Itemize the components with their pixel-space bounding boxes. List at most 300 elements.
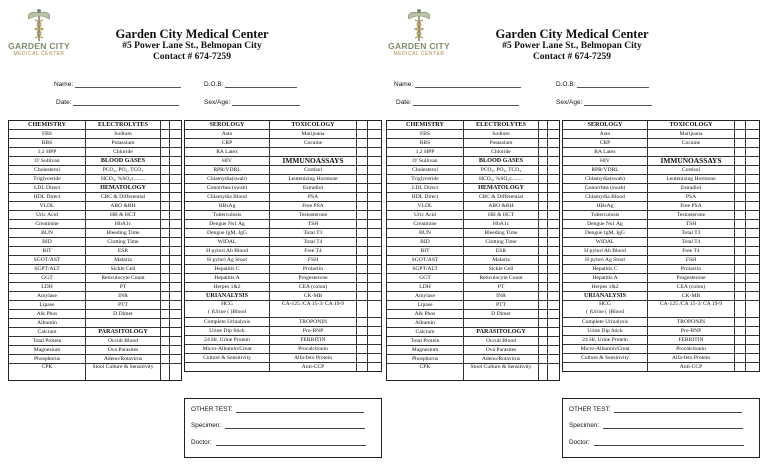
checkbox-cell[interactable] <box>368 202 378 210</box>
checkbox-cell[interactable] <box>357 265 368 273</box>
checkbox-cell[interactable] <box>368 301 378 317</box>
checkbox-cell[interactable] <box>161 292 170 300</box>
checkbox-cell[interactable] <box>735 274 746 282</box>
test-name-cell: Progesterone <box>270 274 357 282</box>
other-test-field[interactable] <box>191 406 364 413</box>
checkbox-cell[interactable] <box>746 301 756 317</box>
checkbox-cell[interactable] <box>746 166 756 174</box>
checkbox-cell[interactable] <box>548 283 556 291</box>
test-name-cell: HB & HCT <box>86 211 161 219</box>
checkbox-cell[interactable] <box>161 328 170 336</box>
checkbox-cell[interactable] <box>735 318 746 326</box>
checkbox-cell[interactable] <box>368 336 378 344</box>
specimen-label: Specimen: <box>569 422 600 429</box>
test-name-cell: HCG ( )Urine ( )Blood <box>185 301 270 317</box>
checkbox-cell[interactable] <box>357 363 368 371</box>
checkbox-cell[interactable] <box>548 238 556 246</box>
checkbox-cell[interactable] <box>746 148 756 156</box>
checkbox-cell[interactable] <box>539 274 548 282</box>
checkbox-cell[interactable] <box>746 220 756 228</box>
checkbox-cell[interactable] <box>161 229 170 237</box>
checkbox-cell[interactable] <box>539 256 548 264</box>
checkbox-cell[interactable] <box>746 229 756 237</box>
checkbox-cell[interactable] <box>170 130 178 138</box>
checkbox-cell[interactable] <box>161 193 170 201</box>
table-row <box>185 193 381 202</box>
checkbox-cell[interactable] <box>170 310 178 318</box>
checkbox-cell[interactable] <box>539 283 548 291</box>
checkbox-cell[interactable] <box>170 184 178 192</box>
test-name-cell: O' Sullivan <box>387 157 464 165</box>
test-name-cell: Tuberculosis <box>185 211 270 219</box>
checkbox-cell[interactable] <box>548 328 556 336</box>
table-row <box>9 184 181 193</box>
test-table-col1 <box>386 120 560 381</box>
checkbox-cell[interactable] <box>539 328 548 336</box>
checkbox-cell[interactable] <box>539 229 548 237</box>
checkbox-cell[interactable] <box>735 121 746 129</box>
checkbox-cell[interactable] <box>539 193 548 201</box>
test-table-col2 <box>184 120 382 372</box>
test-name-cell <box>185 363 270 371</box>
checkbox-cell[interactable] <box>357 229 368 237</box>
table-row <box>387 364 559 380</box>
checkbox-cell[interactable] <box>368 283 378 291</box>
checkbox-cell[interactable] <box>357 301 368 317</box>
checkbox-cell[interactable] <box>170 265 178 273</box>
checkbox-cell[interactable] <box>735 193 746 201</box>
checkbox-cell[interactable] <box>161 184 170 192</box>
test-name-cell: Occult Blood <box>464 337 539 345</box>
checkbox-cell[interactable] <box>357 345 368 353</box>
checkbox-cell[interactable] <box>368 157 378 165</box>
checkbox-cell[interactable] <box>170 238 178 246</box>
checkbox-cell[interactable] <box>735 265 746 273</box>
checkbox-cell[interactable] <box>539 175 548 183</box>
test-name-cell: HCG ( )Urine ( )Blood <box>563 301 648 317</box>
checkbox-cell[interactable] <box>368 175 378 183</box>
checkbox-cell[interactable] <box>539 157 548 165</box>
checkbox-cell[interactable] <box>539 337 548 345</box>
dob-field[interactable] <box>204 81 297 88</box>
checkbox-cell[interactable] <box>746 130 756 138</box>
checkbox-cell[interactable] <box>368 211 378 219</box>
checkbox-cell[interactable] <box>161 364 170 380</box>
table-row <box>563 336 759 345</box>
checkbox-cell[interactable] <box>539 211 548 219</box>
checkbox-cell[interactable] <box>539 301 548 309</box>
checkbox-cell[interactable] <box>161 319 170 327</box>
test-name-cell: CHEMISTRY <box>9 121 86 129</box>
checkbox-cell[interactable] <box>539 319 548 327</box>
checkbox-cell[interactable] <box>368 238 378 246</box>
table-row <box>387 184 559 193</box>
test-name-cell <box>270 148 357 156</box>
checkbox-cell[interactable] <box>735 345 746 353</box>
table-row <box>387 148 559 157</box>
checkbox-cell[interactable] <box>539 238 548 246</box>
test-name-cell: CBC & Differential <box>86 193 161 201</box>
checkbox-cell[interactable] <box>539 166 548 174</box>
checkbox-cell[interactable] <box>368 345 378 353</box>
checkbox-cell[interactable] <box>357 247 368 255</box>
checkbox-cell[interactable] <box>548 319 556 327</box>
checkbox-cell[interactable] <box>746 139 756 147</box>
checkbox-cell[interactable] <box>735 220 746 228</box>
checkbox-cell[interactable] <box>735 336 746 344</box>
checkbox-cell[interactable] <box>161 130 170 138</box>
checkbox-cell[interactable] <box>735 202 746 210</box>
checkbox-cell[interactable] <box>746 292 756 300</box>
test-name-cell: Sodium <box>86 130 161 138</box>
checkbox-cell[interactable] <box>170 220 178 228</box>
checkbox-cell[interactable] <box>357 184 368 192</box>
checkbox-cell[interactable] <box>161 274 170 282</box>
checkbox-cell[interactable] <box>170 328 178 336</box>
table-row <box>563 175 759 184</box>
header <box>92 27 292 63</box>
checkbox-cell[interactable] <box>357 121 368 129</box>
checkbox-cell[interactable] <box>357 336 368 344</box>
test-name-cell: Testosterone <box>648 211 735 219</box>
checkbox-cell[interactable] <box>170 274 178 282</box>
checkbox-cell[interactable] <box>746 247 756 255</box>
checkbox-cell[interactable] <box>368 247 378 255</box>
checkbox-cell[interactable] <box>161 265 170 273</box>
table-row <box>563 148 759 157</box>
checkbox-cell[interactable] <box>161 355 170 363</box>
checkbox-cell[interactable] <box>735 130 746 138</box>
checkbox-cell[interactable] <box>548 184 556 192</box>
checkbox-cell[interactable] <box>735 283 746 291</box>
checkbox-cell[interactable] <box>368 354 378 362</box>
test-name-cell: Free T4 <box>270 247 357 255</box>
checkbox-cell[interactable] <box>170 364 178 380</box>
checkbox-cell[interactable] <box>539 202 548 210</box>
checkbox-cell[interactable] <box>170 211 178 219</box>
checkbox-cell[interactable] <box>548 364 556 380</box>
checkbox-cell[interactable] <box>548 193 556 201</box>
checkbox-cell[interactable] <box>548 130 556 138</box>
checkbox-cell[interactable] <box>746 318 756 326</box>
checkbox-cell[interactable] <box>548 274 556 282</box>
checkbox-cell[interactable] <box>170 346 178 354</box>
date-label: Date: <box>396 99 412 106</box>
other-test-label: OTHER TEST: <box>191 406 233 413</box>
test-name-cell: INR <box>464 292 539 300</box>
checkbox-cell[interactable] <box>746 336 756 344</box>
date-field[interactable] <box>396 99 519 106</box>
checkbox-cell[interactable] <box>735 238 746 246</box>
test-name-cell: Cholesterol <box>387 166 464 174</box>
checkbox-cell[interactable] <box>368 292 378 300</box>
checkbox-cell[interactable] <box>161 121 170 129</box>
sex-age-field[interactable] <box>204 99 300 106</box>
table-row <box>9 229 181 238</box>
checkbox-cell[interactable] <box>357 292 368 300</box>
doctor-field[interactable] <box>569 439 744 446</box>
checkbox-cell[interactable] <box>746 157 756 165</box>
checkbox-cell[interactable] <box>548 310 556 318</box>
test-name-cell: Malaria <box>464 256 539 264</box>
checkbox-cell[interactable] <box>735 211 746 219</box>
test-name-cell <box>86 319 161 327</box>
checkbox-cell[interactable] <box>357 157 368 165</box>
checkbox-cell[interactable] <box>368 130 378 138</box>
checkbox-cell[interactable] <box>548 355 556 363</box>
checkbox-cell[interactable] <box>746 256 756 264</box>
checkbox-cell[interactable] <box>368 184 378 192</box>
test-name-cell: Reticulocyte Count <box>86 274 161 282</box>
specimen-field[interactable] <box>569 422 743 429</box>
test-name-cell: Chloride <box>86 148 161 156</box>
checkbox-cell[interactable] <box>548 292 556 300</box>
checkbox-cell[interactable] <box>170 193 178 201</box>
checkbox-cell[interactable] <box>368 229 378 237</box>
checkbox-cell[interactable] <box>539 310 548 318</box>
checkbox-cell[interactable] <box>368 148 378 156</box>
checkbox-cell[interactable] <box>357 211 368 219</box>
checkbox-cell[interactable] <box>368 256 378 264</box>
checkbox-cell[interactable] <box>746 175 756 183</box>
checkbox-cell[interactable] <box>746 184 756 192</box>
checkbox-cell[interactable] <box>539 130 548 138</box>
checkbox-cell[interactable] <box>368 166 378 174</box>
checkbox-cell[interactable] <box>746 327 756 335</box>
checkbox-cell[interactable] <box>735 229 746 237</box>
doctor-field[interactable] <box>191 439 366 446</box>
checkbox-cell[interactable] <box>735 139 746 147</box>
checkbox-cell[interactable] <box>170 148 178 156</box>
checkbox-cell[interactable] <box>170 292 178 300</box>
checkbox-cell[interactable] <box>357 175 368 183</box>
checkbox-cell[interactable] <box>548 157 556 165</box>
checkbox-cell[interactable] <box>170 175 178 183</box>
table-row <box>185 274 381 283</box>
checkbox-cell[interactable] <box>357 283 368 291</box>
checkbox-cell[interactable] <box>548 337 556 345</box>
checkbox-cell[interactable] <box>357 256 368 264</box>
date-field[interactable] <box>56 99 179 106</box>
test-name-cell: Bleeding Time <box>86 229 161 237</box>
test-name-cell: Chlamydia Blood <box>563 193 648 201</box>
checkbox-cell[interactable] <box>539 148 548 156</box>
test-name-cell: PT <box>464 283 539 291</box>
checkbox-cell[interactable] <box>368 193 378 201</box>
test-name-cell: CPK <box>387 364 464 380</box>
test-name-cell: Gonorrhea (swab) <box>185 184 270 192</box>
checkbox-cell[interactable] <box>170 157 178 165</box>
checkbox-cell[interactable] <box>539 139 548 147</box>
checkbox-cell[interactable] <box>161 283 170 291</box>
checkbox-cell[interactable] <box>548 346 556 354</box>
checkbox-cell[interactable] <box>170 121 178 129</box>
checkbox-cell[interactable] <box>357 238 368 246</box>
checkbox-cell[interactable] <box>735 327 746 335</box>
checkbox-cell[interactable] <box>548 256 556 264</box>
checkbox-cell[interactable] <box>357 318 368 326</box>
checkbox-cell[interactable] <box>746 354 756 362</box>
checkbox-cell[interactable] <box>539 355 548 363</box>
checkbox-cell[interactable] <box>539 364 548 380</box>
checkbox-cell[interactable] <box>735 292 746 300</box>
checkbox-cell[interactable] <box>746 345 756 353</box>
test-name-cell: ESR <box>86 247 161 255</box>
dob-field[interactable] <box>556 81 649 88</box>
checkbox-cell[interactable] <box>735 184 746 192</box>
checkbox-cell[interactable] <box>161 175 170 183</box>
checkbox-cell[interactable] <box>548 265 556 273</box>
checkbox-cell[interactable] <box>170 337 178 345</box>
checkbox-cell[interactable] <box>161 238 170 246</box>
checkbox-cell[interactable] <box>735 354 746 362</box>
test-name-cell: H pylori Ag Stool <box>185 256 270 264</box>
checkbox-cell[interactable] <box>539 292 548 300</box>
checkbox-cell[interactable] <box>548 220 556 228</box>
checkbox-cell[interactable] <box>161 139 170 147</box>
test-name-cell: Free PSA <box>648 202 735 210</box>
checkbox-cell[interactable] <box>161 220 170 228</box>
checkbox-cell[interactable] <box>161 337 170 345</box>
checkbox-cell[interactable] <box>161 148 170 156</box>
checkbox-cell[interactable] <box>161 157 170 165</box>
checkbox-cell[interactable] <box>170 283 178 291</box>
checkbox-cell[interactable] <box>170 229 178 237</box>
checkbox-cell[interactable] <box>357 193 368 201</box>
checkbox-cell[interactable] <box>161 211 170 219</box>
table-row <box>387 238 559 247</box>
table-row <box>9 283 181 292</box>
header <box>472 27 672 63</box>
checkbox-cell[interactable] <box>368 274 378 282</box>
checkbox-cell[interactable] <box>548 202 556 210</box>
checkbox-cell[interactable] <box>746 211 756 219</box>
name-field[interactable] <box>394 81 521 88</box>
test-name-cell: Hepatitis C <box>563 265 648 273</box>
checkbox-cell[interactable] <box>368 363 378 371</box>
checkbox-cell[interactable] <box>357 327 368 335</box>
checkbox-cell[interactable] <box>357 139 368 147</box>
checkbox-cell[interactable] <box>368 265 378 273</box>
checkbox-cell[interactable] <box>548 211 556 219</box>
test-name-cell: SGPT/ALT <box>387 265 464 273</box>
table-row <box>185 265 381 274</box>
checkbox-cell[interactable] <box>746 265 756 273</box>
test-name-cell: Chloride <box>464 148 539 156</box>
checkbox-cell[interactable] <box>735 157 746 165</box>
checkbox-cell[interactable] <box>539 184 548 192</box>
checkbox-cell[interactable] <box>170 319 178 327</box>
checkbox-cell[interactable] <box>735 166 746 174</box>
checkbox-cell[interactable] <box>735 363 746 371</box>
specimen-field[interactable] <box>191 422 365 429</box>
checkbox-cell[interactable] <box>548 139 556 147</box>
checkbox-cell[interactable] <box>746 202 756 210</box>
checkbox-cell[interactable] <box>735 148 746 156</box>
checkbox-cell[interactable] <box>161 310 170 318</box>
test-name-cell: H pylori Ab Blood <box>563 247 648 255</box>
checkbox-cell[interactable] <box>357 354 368 362</box>
table-row <box>185 229 381 238</box>
checkbox-cell[interactable] <box>357 130 368 138</box>
other-test-field[interactable] <box>569 406 742 413</box>
checkbox-cell[interactable] <box>161 301 170 309</box>
checkbox-cell[interactable] <box>170 166 178 174</box>
checkbox-cell[interactable] <box>170 301 178 309</box>
checkbox-cell[interactable] <box>539 265 548 273</box>
sex-age-field[interactable] <box>556 99 652 106</box>
table-row <box>563 211 759 220</box>
checkbox-cell[interactable] <box>170 247 178 255</box>
checkbox-cell[interactable] <box>746 238 756 246</box>
checkbox-cell[interactable] <box>735 175 746 183</box>
test-name-cell: Bleeding Time <box>464 229 539 237</box>
checkbox-cell[interactable] <box>548 166 556 174</box>
checkbox-cell[interactable] <box>539 121 548 129</box>
checkbox-cell[interactable] <box>357 202 368 210</box>
checkbox-cell[interactable] <box>548 148 556 156</box>
checkbox-cell[interactable] <box>735 301 746 317</box>
checkbox-cell[interactable] <box>548 247 556 255</box>
checkbox-cell[interactable] <box>735 256 746 264</box>
checkbox-cell[interactable] <box>548 175 556 183</box>
checkbox-cell[interactable] <box>746 121 756 129</box>
test-name-cell: Stool Culture & Sensitivity <box>86 364 161 380</box>
checkbox-cell[interactable] <box>368 318 378 326</box>
table-row <box>9 292 181 301</box>
checkbox-cell[interactable] <box>539 346 548 354</box>
checkbox-cell[interactable] <box>746 363 756 371</box>
checkbox-cell[interactable] <box>357 220 368 228</box>
checkbox-cell[interactable] <box>357 166 368 174</box>
checkbox-cell[interactable] <box>368 327 378 335</box>
checkbox-cell[interactable] <box>746 274 756 282</box>
checkbox-cell[interactable] <box>170 139 178 147</box>
checkbox-cell[interactable] <box>161 166 170 174</box>
table-row <box>563 238 759 247</box>
checkbox-cell[interactable] <box>161 247 170 255</box>
checkbox-cell[interactable] <box>746 193 756 201</box>
test-name-cell: Hepatitis C <box>185 265 270 273</box>
checkbox-cell[interactable] <box>539 220 548 228</box>
checkbox-cell[interactable] <box>161 202 170 210</box>
checkbox-cell[interactable] <box>170 256 178 264</box>
checkbox-cell[interactable] <box>548 121 556 129</box>
table-row <box>563 202 759 211</box>
checkbox-cell[interactable] <box>170 355 178 363</box>
checkbox-cell[interactable] <box>539 247 548 255</box>
name-field[interactable] <box>54 81 181 88</box>
checkbox-cell[interactable] <box>548 301 556 309</box>
checkbox-cell[interactable] <box>170 202 178 210</box>
table-row <box>185 318 381 327</box>
checkbox-cell[interactable] <box>368 139 378 147</box>
checkbox-cell[interactable] <box>161 346 170 354</box>
checkbox-cell[interactable] <box>368 121 378 129</box>
checkbox-cell[interactable] <box>548 229 556 237</box>
checkbox-cell[interactable] <box>735 247 746 255</box>
checkbox-cell[interactable] <box>746 283 756 291</box>
checkbox-cell[interactable] <box>357 148 368 156</box>
checkbox-cell[interactable] <box>357 274 368 282</box>
checkbox-cell[interactable] <box>368 220 378 228</box>
test-name-cell: HEMATOLOGY <box>464 184 539 192</box>
checkbox-cell[interactable] <box>161 256 170 264</box>
test-name-cell: Clotting Time <box>464 238 539 246</box>
table-row <box>9 355 181 364</box>
test-name-cell: Prolactin <box>270 265 357 273</box>
test-name-cell: 24 Hr. Urine Protein <box>185 336 270 344</box>
